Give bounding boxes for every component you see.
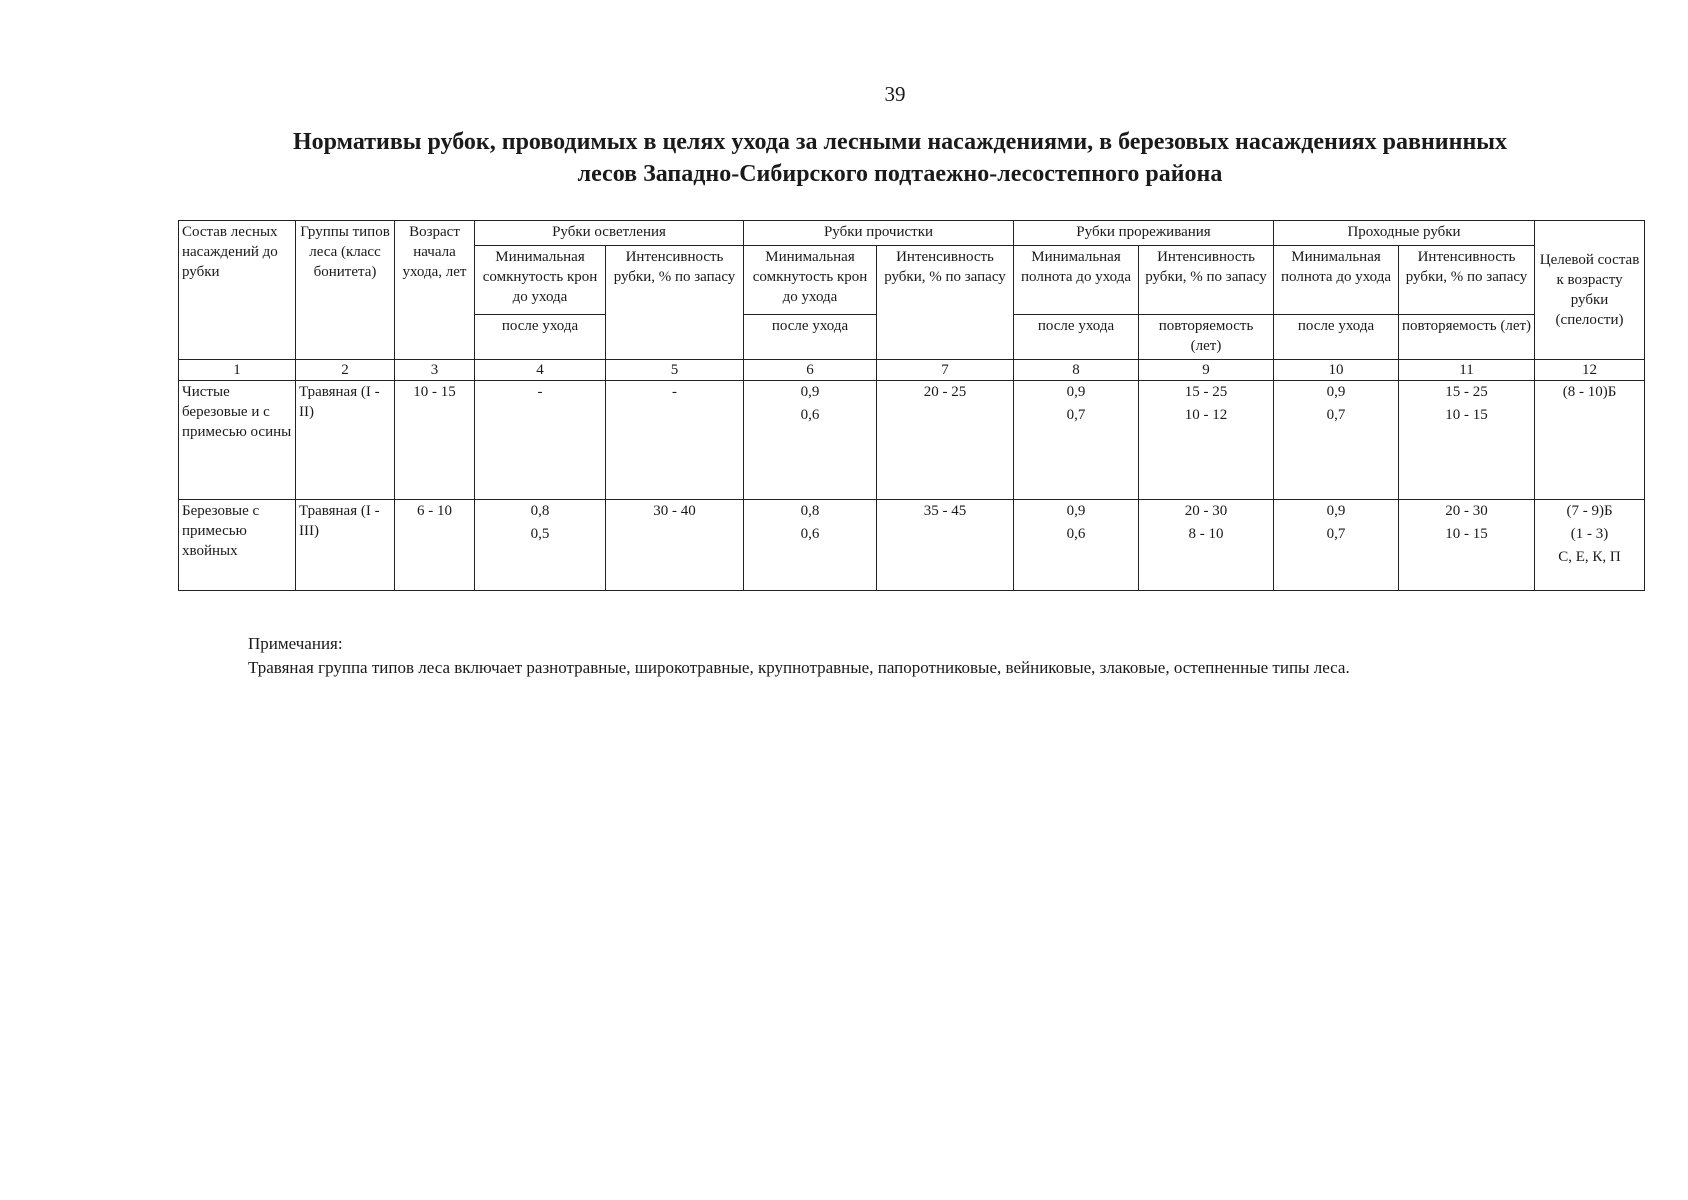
header-lightening: Рубки осветления [475,221,744,246]
cell-value: 0,9 [1326,384,1346,400]
cell-c6 [744,500,877,591]
header-intensity-cleaning: Интенсивность рубки, % по запасу [877,246,1014,360]
cell-c8 [1014,500,1139,591]
cell-value: 0,9 [1326,503,1346,519]
column-number: 12 [1535,360,1645,381]
header-intensity-lightening: Интенсивность рубки, % по запасу [606,246,744,360]
cell-c7 [877,500,1014,591]
cell-value: (8 - 10)Б [1562,384,1617,400]
header-after-thinning: после ухода [1014,315,1139,360]
column-number: 6 [744,360,877,381]
cell-value: (1 - 3) [1570,526,1609,542]
cell-composition: Березовые с примесью хвойных [179,500,296,591]
header-forest-type-groups: Группы типов леса (класс бонитета) [296,221,395,360]
cell-group: Травяная (I - III) [296,500,395,591]
cell-c10 [1274,381,1399,500]
cell-value: 0,9 [800,384,820,400]
header-target: Целевой состав к возрасту рубки (спелости) [1535,221,1645,360]
notes-heading: Примечания: [248,634,343,653]
cell-start-age: 10 - 15 [395,381,475,500]
header-passing: Проходные рубки [1274,221,1535,246]
cell-start-age: 6 - 10 [395,500,475,591]
cell-value: С, Е, К, П [1558,549,1621,565]
cell-composition: Чистые березовые и с примесью осины [179,381,296,500]
header-repeat-passing: повторяемость (лет) [1399,315,1535,360]
cell-value: 10 - 15 [1445,407,1488,423]
cell-value: 20 - 25 [923,384,967,400]
cell-value: 8 - 10 [1188,526,1224,542]
cell-c5 [606,500,744,591]
cell-value: 0,6 [800,407,820,423]
header-repeat-thinning: повторяемость (лет) [1139,315,1274,360]
cell-value: 15 - 25 [1184,384,1228,400]
header-after-cleaning: после ухода [744,315,877,360]
header-intensity-thinning: Интенсивность рубки, % по запасу [1139,246,1274,315]
cell-c11 [1399,500,1535,591]
cell-value: 0,8 [800,503,820,519]
table-row [179,500,1645,591]
cell-value: 0,6 [1066,526,1086,542]
column-number: 1 [179,360,296,381]
cell-value: 0,5 [530,526,550,542]
cell-value: 10 - 15 [1445,526,1488,542]
title-line-2: лесов Западно-Сибирского подтаежно-лесостепного района [577,161,1223,187]
cell-value: - [537,384,543,400]
header-row-top [179,221,1645,246]
cell-c5 [606,381,744,500]
cell-c8 [1014,381,1139,500]
header-min-closure-cleaning: Минимальная сомкнутость крон до ухода [744,246,877,315]
header-start-age: Возраст начала ухода, лет [395,221,475,360]
title-line-1: Нормативы рубок, проводимых в целях ухода за лесными насаждениями, в березовых насаждениях равнинных [292,129,1508,155]
cell-value: 35 - 45 [923,503,967,519]
column-number-row [179,360,1645,381]
header-min-density-passing: Минимальная полнота до ухода [1274,246,1399,315]
header-composition: Состав лесных насаждений до рубки [179,221,296,360]
cell-value: 10 - 12 [1184,407,1228,423]
cell-value: 30 - 40 [653,503,696,519]
cell-value: 20 - 30 [1184,503,1228,519]
cell-value: 0,7 [1066,407,1086,423]
column-number: 10 [1274,360,1399,381]
cell-c4 [475,500,606,591]
column-number: 11 [1399,360,1535,381]
header-after-passing: после ухода [1274,315,1399,360]
header-after-lightening: после ухода [475,315,606,360]
cell-value: 0,7 [1326,407,1346,423]
cell-c11 [1399,381,1535,500]
cell-group: Травяная (I - II) [296,381,395,500]
cell-c4 [475,381,606,500]
column-number: 5 [606,360,744,381]
column-number: 8 [1014,360,1139,381]
cell-value: 0,9 [1066,384,1086,400]
cell-value: 0,6 [800,526,820,542]
header-min-closure-lightening: Минимальная сомкнутость крон до ухода [475,246,606,315]
column-number: 4 [475,360,606,381]
cell-c9 [1139,381,1274,500]
header-min-density-thinning: Минимальная полнота до ухода [1014,246,1139,315]
table-row [179,381,1645,500]
cell-value: - [672,384,677,400]
cell-value: 0,7 [1326,526,1346,542]
header-cleaning: Рубки прочистки [744,221,1014,246]
norms-table [178,220,1645,591]
column-number: 3 [395,360,475,381]
header-intensity-passing: Интенсивность рубки, % по запасу [1399,246,1535,315]
cell-c7 [877,381,1014,500]
document-title [180,126,1620,190]
cell-value: 15 - 25 [1445,384,1488,400]
cell-value: 0,9 [1066,503,1086,519]
cell-value: 0,8 [530,503,550,519]
cell-value: (7 - 9)Б [1566,503,1613,519]
column-number: 2 [296,360,395,381]
column-number: 9 [1139,360,1274,381]
cell-c6 [744,381,877,500]
cell-c10 [1274,500,1399,591]
notes [248,632,1350,680]
header-thinning: Рубки прореживания [1014,221,1274,246]
cell-c9 [1139,500,1274,591]
cell-c12 [1535,500,1645,591]
cell-c12 [1535,381,1645,500]
notes-text: Травяная группа типов леса включает разнотравные, широкотравные, крупнотравные, папоротниковые, вейниковые, злаковые, остепненные типы леса. [248,658,1350,677]
page-number: 39 [884,82,906,106]
column-number: 7 [877,360,1014,381]
cell-value: 20 - 30 [1445,503,1488,519]
